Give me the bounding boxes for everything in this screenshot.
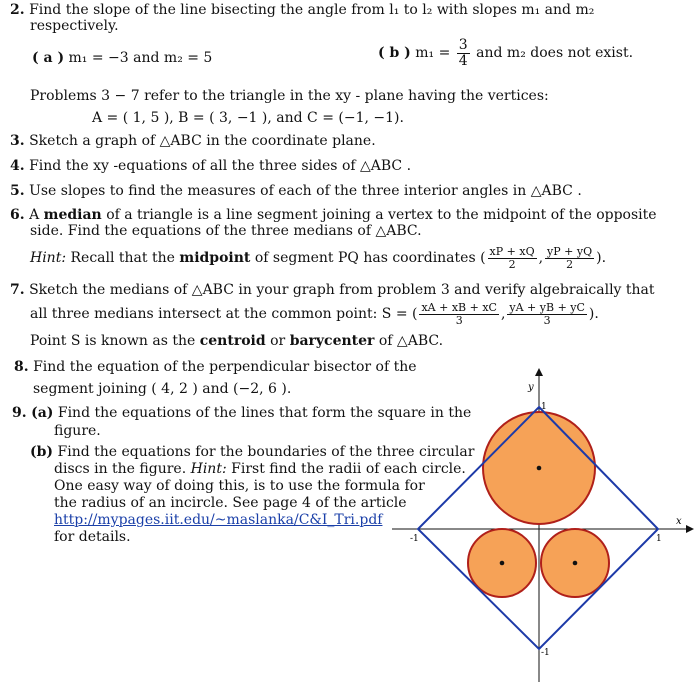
problem-number: 5. (10, 183, 25, 199)
problem-text: Find the equations for the boundaries of the three circular (57, 444, 475, 460)
problem-text: Find the equation of the perpendicular bisector of the (33, 359, 417, 375)
fraction-denominator: 3 (455, 313, 463, 327)
tick-label-y-1: 1 (541, 402, 547, 412)
problem-text-post: of a triangle is a line segment joining a vertex to the midpoint of the opposite (106, 207, 657, 223)
bold-term: median (43, 207, 102, 223)
problem-9b-line4: the radius of an incircle. See page 4 of the article (54, 495, 407, 511)
part-label: ( b ) (378, 45, 411, 62)
problem-9b-line3: One easy way of doing this, is to use the formula for (54, 478, 425, 494)
problem-9b-line6: for details. (54, 529, 131, 545)
hint-text-mid: of segment PQ has coordinates ( (254, 250, 486, 267)
fraction-numerator: yA + yB + yC (509, 301, 585, 314)
part-label: (a) (31, 405, 54, 421)
top-disc-center-dot (537, 466, 542, 471)
problem-text-pre: A (29, 207, 40, 223)
problem-7-line2: all three medians intersect at the common point: S = ( $\frac{xA + xB + xC}{3}$ , $\frac{yA + yB + yC}{3}$ ). (30, 301, 599, 327)
vertices-text: A = ( 1, 5 ), B = ( 3, −1 ), and C = (−1, −1). (92, 110, 404, 126)
problem-text: Sketch a graph of △ABC in the coordinate plane. (29, 133, 376, 149)
problem-text-pre: Point S is known as the (30, 333, 196, 349)
fraction-denominator: 2 (566, 257, 574, 271)
tick-label-x-neg1: -1 (410, 534, 419, 544)
problem-number: 6. (10, 207, 25, 223)
fraction-denominator: 3 (543, 313, 551, 327)
fraction-numerator: 3 (458, 37, 468, 53)
problem-text: Find the equations of the lines that form the square in the (57, 405, 472, 421)
x-axis-label: x (676, 516, 682, 527)
hint-text-pre: Recall that the (70, 250, 175, 267)
problem-number: 4. (10, 158, 25, 174)
article-link[interactable]: http://mypages.iit.edu/~maslanka/C&I_Tri.pdf (54, 512, 383, 528)
problem-text-post: First find the radii of each circle. (231, 461, 466, 477)
fraction-numerator: xP + xQ (489, 245, 535, 258)
y-axis-label: y (528, 382, 534, 393)
part-label: ( a ) (32, 50, 65, 66)
conjunction: or (270, 333, 286, 349)
fraction-denominator: 4 (458, 52, 468, 69)
problem-number: 7. (10, 282, 25, 298)
part-label: (b) (30, 444, 54, 460)
fraction-numerator: xA + xB + xC (421, 301, 497, 314)
bold-term: midpoint (179, 250, 251, 267)
problem-number: 3. (10, 133, 25, 149)
bold-term: centroid (199, 333, 266, 349)
left-disc-center-dot (500, 561, 505, 566)
problem-number: 8. (14, 359, 29, 375)
tick-label-y-neg1: -1 (541, 648, 550, 658)
problem-number: 9. (12, 405, 27, 421)
problem-6-hint: Hint: Recall that the midpoint of segment PQ has coordinates ( $\frac{xP + xQ}{2}$ , $\frac{yP + yQ}{2}$ ). (30, 245, 607, 271)
problem-text-pre: all three medians intersect at the common point: S = ( (30, 306, 418, 323)
problem-text: Find the slope of the line bisecting the angle from l₁ to l₂ with slopes m₁ and m₂ (29, 2, 595, 18)
hint-label: Hint: (30, 250, 67, 267)
part-text-pre: m₁ = (415, 45, 451, 62)
hint-label: Hint: (190, 461, 227, 477)
right-disc-center-dot (573, 561, 578, 566)
problem-text-end: ). (588, 306, 599, 323)
hint-text-end: ). (596, 250, 607, 267)
intro-text: Problems 3 − 7 refer to the triangle in the xy - plane having the vertices: (30, 88, 549, 104)
problem-text: Sketch the medians of △ABC in your graph from problem 3 and verify algebraically that (29, 282, 655, 298)
fraction-numerator: yP + yQ (547, 245, 593, 258)
fraction-denominator: 2 (508, 257, 516, 271)
tick-label-x-1: 1 (656, 534, 662, 544)
problem-6-line2: side. Find the equations of the three medians of △ABC. (30, 223, 422, 239)
problem-text: Use slopes to find the measures of each of the three interior angles in △ABC . (29, 183, 582, 199)
part-text: m₁ = −3 and m₂ = 5 (68, 50, 213, 66)
bold-term: barycenter (289, 333, 375, 349)
problem-8-line2: segment joining ( 4, 2 ) and (−2, 6 ). (33, 381, 292, 397)
problem-number: 2. (10, 2, 25, 18)
problem-text: Find the xy -equations of all the three sides of △ABC . (29, 158, 412, 174)
problem-text-pre: discs in the figure. (54, 461, 187, 477)
problem-2-line2: respectively. (30, 18, 119, 34)
part-text-post: and m₂ does not exist. (476, 45, 634, 62)
problem-text-post: of △ABC. (378, 333, 444, 349)
problem-9a-line2: figure. (54, 423, 101, 439)
